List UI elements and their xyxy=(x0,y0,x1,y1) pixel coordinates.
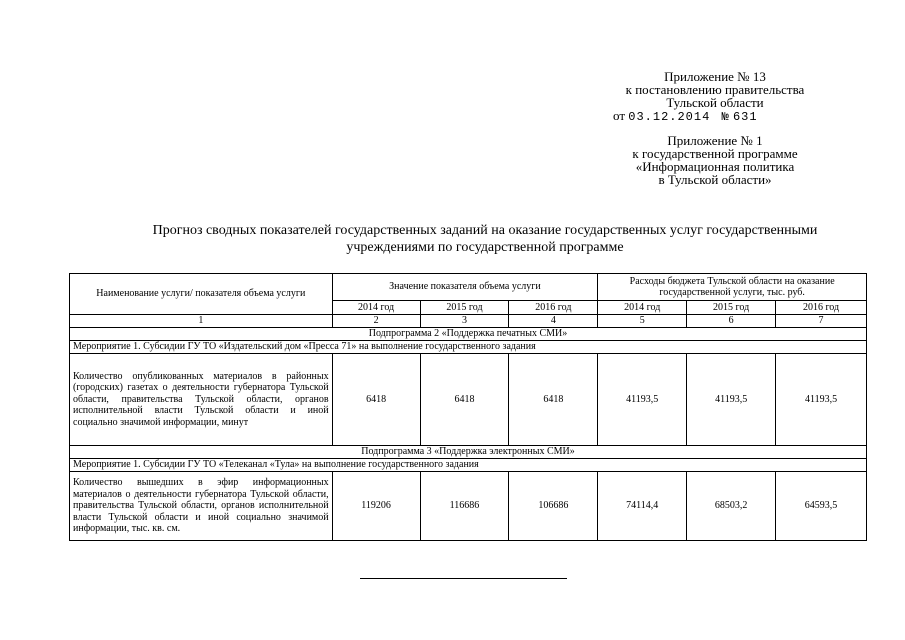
number-sign: № xyxy=(721,110,730,124)
value-cell: 68503,2 xyxy=(687,472,776,541)
header-budget-group: Расходы бюджета Тульской области на оказание государственной услуги, тыс. руб. xyxy=(598,274,867,301)
value-cell: 41193,5 xyxy=(687,354,776,446)
document-title-line1: Прогноз сводных показателей государственных заданий на оказание государственных услуг государственными xyxy=(152,223,818,238)
end-divider xyxy=(360,578,567,579)
column-number: 1 xyxy=(70,315,333,328)
appendix-13-line2: к постановлению правительства xyxy=(625,82,805,97)
appendix-13-header xyxy=(605,70,825,124)
header-year: 2016 год xyxy=(776,301,867,315)
column-number: 3 xyxy=(420,315,509,328)
column-number: 4 xyxy=(509,315,598,328)
header-year: 2014 год xyxy=(332,301,420,315)
service-name-cell: Количество опубликованных материалов в районных (городских) газетах о деятельности губернатора Тульской области, правительства Тульской области, органов исполнительной власти Тульской области и иной социально значимой информации, минут xyxy=(70,354,333,446)
resolution-date-line xyxy=(605,109,825,124)
column-number: 5 xyxy=(598,315,687,328)
resolution-date: 03.12.2014 xyxy=(628,110,711,124)
value-cell: 64593,5 xyxy=(776,472,867,541)
date-prefix: от xyxy=(613,108,626,123)
value-cell: 6418 xyxy=(332,354,420,446)
column-number: 6 xyxy=(687,315,776,328)
header-year: 2015 год xyxy=(687,301,776,315)
appendix-1-title: Приложение № 1 xyxy=(667,133,763,148)
column-number: 7 xyxy=(776,315,867,328)
value-cell: 106686 xyxy=(509,472,598,541)
column-number: 2 xyxy=(332,315,420,328)
measure-3-row: Мероприятие 1. Субсидии ГУ ТО «Телеканал «Тула» на выполнение государственного задания xyxy=(70,459,867,472)
value-cell: 41193,5 xyxy=(776,354,867,446)
forecast-table xyxy=(69,273,867,541)
value-cell: 41193,5 xyxy=(598,354,687,446)
value-cell: 119206 xyxy=(332,472,420,541)
header-volume-group: Значение показателя объема услуги xyxy=(332,274,598,301)
value-cell: 6418 xyxy=(420,354,509,446)
document-title xyxy=(70,222,900,256)
resolution-number: 631 xyxy=(732,110,758,124)
appendix-1-line4: в Тульской области» xyxy=(658,172,772,187)
header-year: 2014 год xyxy=(598,301,687,315)
value-cell: 74114,4 xyxy=(598,472,687,541)
appendix-13-line3: Тульской области xyxy=(666,95,764,110)
header-service-name: Наименование услуги/ показателя объема услуги xyxy=(70,274,333,315)
subprogram-3-row: Подпрограмма 3 «Поддержка электронных СМИ» xyxy=(70,446,867,459)
subprogram-2-row: Подпрограмма 2 «Поддержка печатных СМИ» xyxy=(70,328,867,341)
value-cell: 6418 xyxy=(509,354,598,446)
appendix-13-title: Приложение № 13 xyxy=(664,69,766,84)
header-year: 2015 год xyxy=(420,301,509,315)
header-year: 2016 год xyxy=(509,301,598,315)
appendix-1-header xyxy=(605,134,825,186)
document-title-line2: учреждениями по государственной программе xyxy=(346,240,624,255)
appendix-1-line3: «Информационная политика xyxy=(635,159,795,174)
service-name-cell: Количество вышедших в эфир информационных материалов о деятельности губернатора Тульской области, правительства Тульской области, органов исполнительной власти Тульской области и иной социально значимой информации, тыс. кв. см. xyxy=(70,472,333,541)
measure-2-row: Мероприятие 1. Субсидии ГУ ТО «Издательский дом «Пресса 71» на выполнение государственного задания xyxy=(70,341,867,354)
value-cell: 116686 xyxy=(420,472,509,541)
appendix-1-line2: к государственной программе xyxy=(632,146,798,161)
